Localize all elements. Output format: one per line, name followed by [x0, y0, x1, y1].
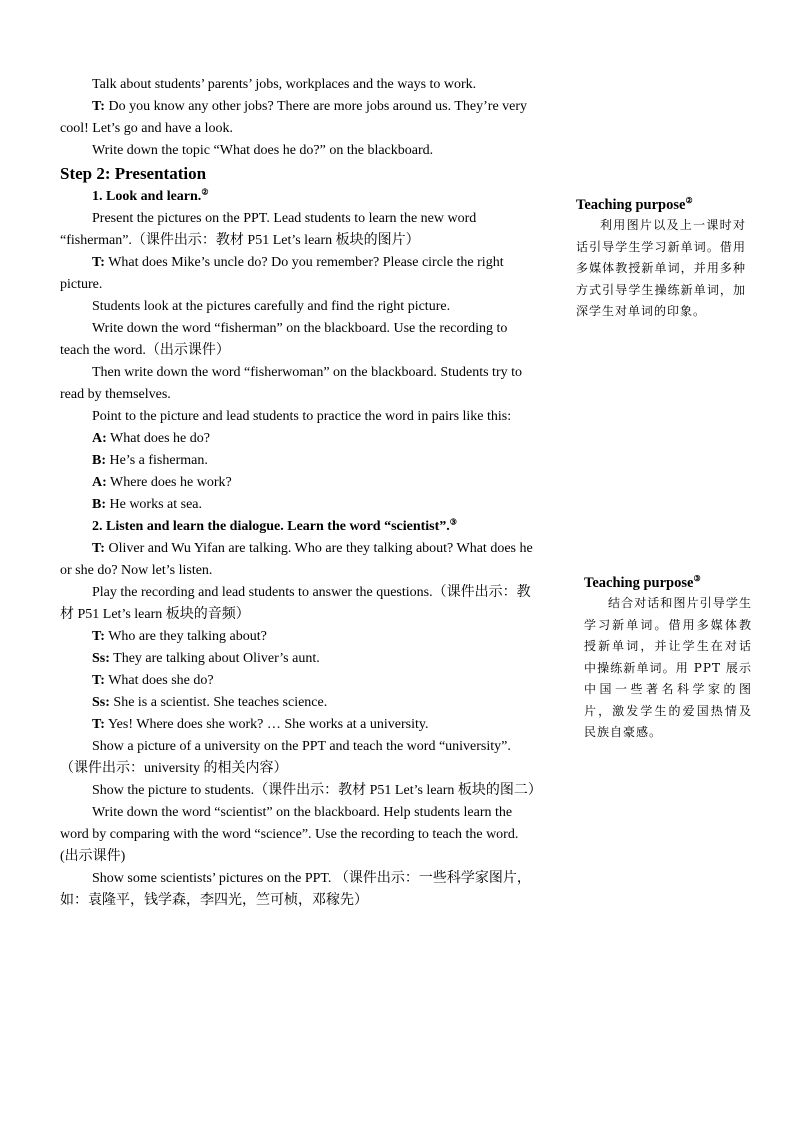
- sec1-paragraph: Students look at the pictures carefully and find the right picture.: [92, 299, 451, 314]
- dialogue-line: A: What does he do?: [92, 431, 210, 446]
- sec1-paragraph: Then write down the word “fisherwoman” on the blackboard. Students try to read by themselves.: [60, 365, 523, 402]
- step2-heading: Step 2: Presentation: [60, 164, 207, 183]
- sec2-paragraph: Show the picture to students.（课件出示：教材 P51 Let’s learn 板块的图二）: [92, 783, 542, 798]
- intro-teacher-line: [60, 96, 535, 140]
- dialogue-line: T: Yes! Where does she work? … She works at a university.: [92, 717, 429, 732]
- sec1-paragraph: Present the pictures on the PPT. Lead students to learn the new word “fisherman”.（课件出示：教材 P51 Let’s learn 板块的图片）: [60, 211, 477, 248]
- section2-title: 2. Listen and learn the dialogue. Learn the word “scientist”.③: [92, 517, 457, 534]
- footnote-marker: ③: [449, 517, 457, 527]
- footnote-marker: ③: [693, 574, 701, 584]
- sec1-paragraph: Write down the word “fisherman” on the blackboard. Use the recording to teach the word.（出示课件）: [60, 321, 508, 358]
- note-text: 结合对话和图片引导学生学习新单词。借用多媒体教授新单词，并让学生在对话中操练新单词。用 PPT 展示中国一些著名科学家的图片，激发学生的爱国热情及民族自豪感。: [584, 596, 752, 739]
- dialogue-line: T: What does she do?: [92, 673, 214, 688]
- note-heading: Teaching purpose②: [576, 196, 693, 213]
- lesson-plan-main: [60, 74, 542, 912]
- sec2-paragraph: Show some scientists’ pictures on the PPT. （课件出示：一些科学家图片，如：袁隆平，钱学森，李四光，竺可桢，邓稼先）: [60, 871, 531, 908]
- teacher-line-text: Do you know any other jobs? There are more jobs around us. They’re very cool! Let’s go and have a look.: [60, 99, 528, 136]
- footnote-marker: ②: [685, 196, 693, 206]
- sec2-teacher-line: T: Oliver and Wu Yifan are talking. Who are they talking about? What does he or she do? Now let’s listen.: [60, 541, 533, 578]
- sec1-teacher-line: T: What does Mike’s uncle do? Do you remember? Please circle the right picture.: [60, 255, 504, 292]
- teaching-purpose-note: [584, 573, 752, 744]
- speaker-label: T:: [92, 99, 105, 114]
- dialogue-line: B: He’s a fisherman.: [92, 453, 208, 468]
- sec2-paragraph: Show a picture of a university on the PPT and teach the word “university”.（课件出示：university 的相关内容）: [60, 739, 511, 776]
- dialogue-line: Ss: She is a scientist. She teaches science.: [92, 695, 328, 710]
- teaching-purpose-note: [576, 195, 746, 323]
- note-text: 利用图片以及上一课时对话引导学生学习新单词。借用多媒体教授新单词，并用多种方式引导学生操练新单词，加深学生对单词的印象。: [576, 218, 746, 318]
- speaker-label: T:: [92, 255, 105, 270]
- sec2-paragraph: Play the recording and lead students to answer the questions.（课件出示：教材 P51 Let’s learn 板块的音频）: [60, 585, 531, 622]
- dialogue-line: A: Where does he work?: [92, 475, 232, 490]
- section1-title: 1. Look and learn.②: [92, 187, 209, 204]
- sec1-paragraph: Point to the picture and lead students to practice the word in pairs like this:: [92, 409, 512, 424]
- dialogue-line: Ss: They are talking about Oliver’s aunt.: [92, 651, 320, 666]
- dialogue-line: T: Who are they talking about?: [92, 629, 267, 644]
- note-heading: Teaching purpose③: [584, 574, 701, 591]
- dialogue-line: B: He works at sea.: [92, 497, 203, 512]
- intro-talk: Talk about students’ parents’ jobs, workplaces and the ways to work.: [92, 77, 477, 92]
- intro-topic: Write down the topic “What does he do?” on the blackboard.: [92, 143, 434, 158]
- sec2-paragraph: Write down the word “scientist” on the blackboard. Help students learn the word by comparing with the word “science”. Use the recording to teach the word. (出示课件): [60, 805, 519, 864]
- speaker-label: T:: [92, 541, 105, 556]
- footnote-marker: ②: [201, 187, 209, 197]
